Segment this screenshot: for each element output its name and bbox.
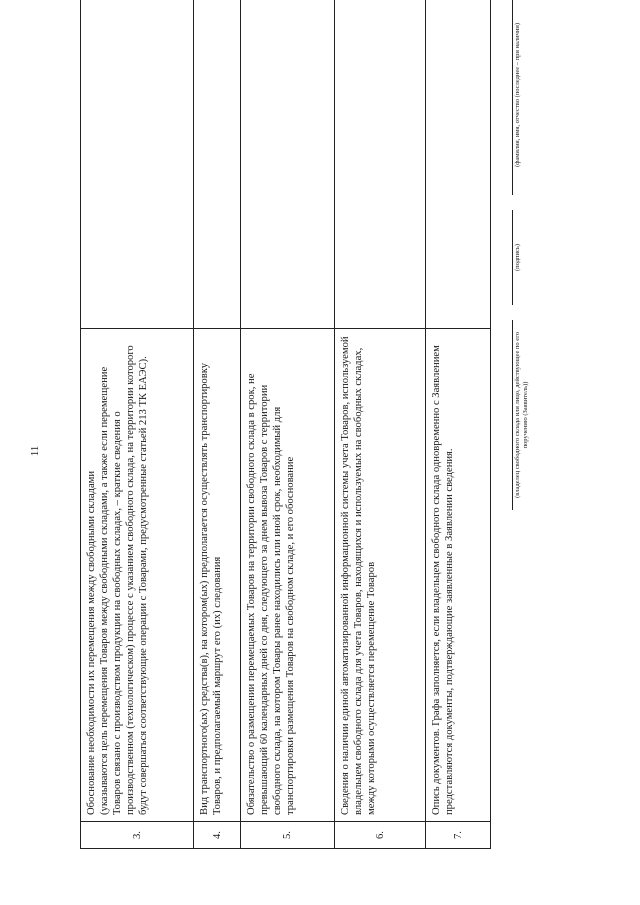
owner-label: (владелец свободного склада или лицо, действующее по его поручению (Заявитель)) xyxy=(514,332,529,498)
signature-label: (подпись) xyxy=(514,244,521,271)
table-row xyxy=(335,0,426,849)
row-number: 4. xyxy=(194,822,241,849)
form-table xyxy=(80,0,491,849)
row-number: 6. xyxy=(335,822,426,849)
name-line[interactable] xyxy=(512,0,513,195)
name-label: (фамилия, имя, отчество (последнее – при наличии) xyxy=(514,23,521,167)
table-row xyxy=(194,0,241,849)
row-value-cell[interactable] xyxy=(81,0,194,329)
owner-signature-line[interactable] xyxy=(512,320,513,510)
row-description xyxy=(81,329,194,822)
row-value-cell[interactable] xyxy=(426,0,491,329)
row-description: Вид транспортного(ых) средства(в), на котором(ых) предполагается осуществлять транспортировку Товаров, и предполагаемый маршрут его (их) следования xyxy=(194,329,241,822)
table-row xyxy=(241,0,335,849)
row-text: (указываются цель перемещения Товаров между свободными складами, а также если перемещение Товаров связано с производством продукции на свободных складах, – краткие сведения о производственном (технологическом) процессе с указанием свободного склада, на территории которого будут совершаться соответствующие операции с Товарами, предусмотренные статьей 213 ТК ЕАЭС). xyxy=(99,345,149,815)
row-number: 3. xyxy=(81,822,194,849)
row-value-cell[interactable] xyxy=(241,0,335,329)
row-description: Сведения о наличии единой автоматизированной информационной системы учета Товаров, используемой владельцем свободного склада для учета Товаров, находящихся и используемых на свободных складах, между которыми осуществляется перемещение Товаров xyxy=(335,329,426,822)
row-number: 7. xyxy=(426,822,491,849)
signature-line[interactable] xyxy=(512,210,513,305)
row-value-cell[interactable] xyxy=(194,0,241,329)
table-row xyxy=(81,0,194,849)
row-value-cell[interactable] xyxy=(335,0,426,329)
row-title: Обоснование необходимости их перемещения между свободными складами xyxy=(86,470,97,815)
table-row xyxy=(426,0,491,849)
page-number: 11 xyxy=(29,445,41,457)
row-description: Обязательство о размещении перемещаемых Товаров на территории свободного склада в срок, не превышающий 60 календарных дней со дня, следующего за днем вывоза Товаров с территории свободного склада, на котором Товары ранее находились или иной срок, необходимый для транспортировки размещения Товаров на свободном складе, и его обоснование xyxy=(241,329,335,822)
row-number: 5. xyxy=(241,822,335,849)
row-description: Опись документов. Графа заполняется, если владельцем свободного склада одновременно с Заявлением представляются документы, подтверждающие заявленные в Заявлении сведения. xyxy=(426,329,491,822)
